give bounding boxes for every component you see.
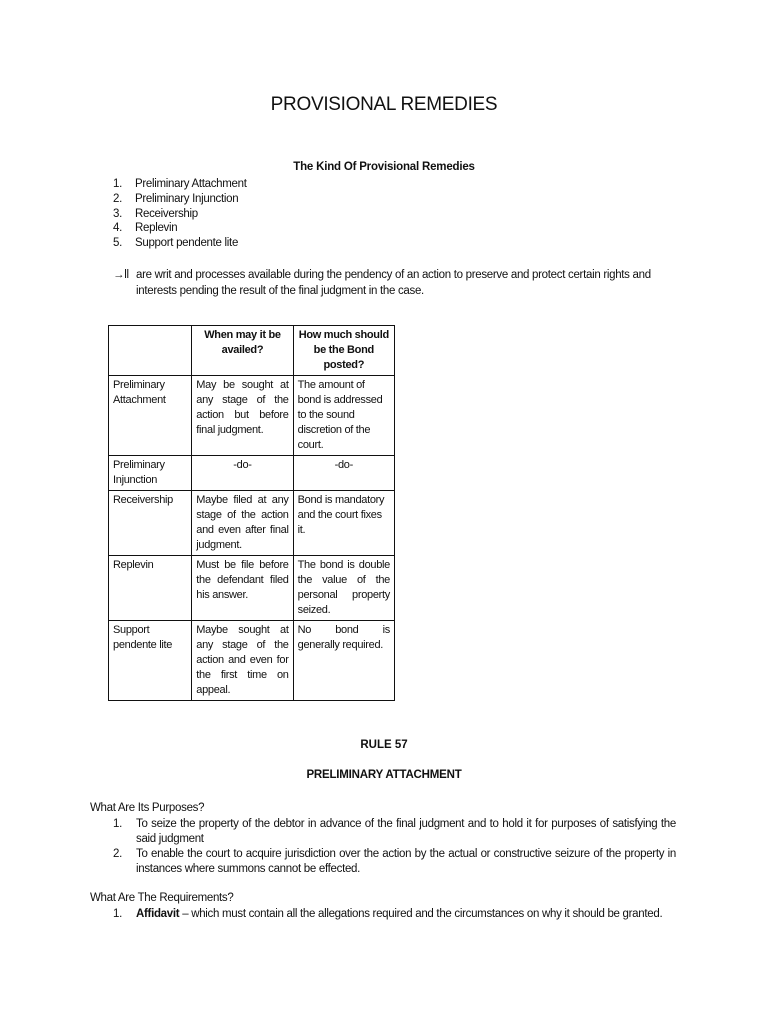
bond-cell: The amount of bond is addressed to the sound discretion of the court.: [293, 376, 394, 456]
when-cell: May be sought at any stage of the action but before final judgment.: [192, 376, 293, 456]
definition-text: are writ and processes available during the pendency of an action to preserve and protect certain rights and interests pending the result of the final judgment in the case.: [136, 269, 651, 297]
list-text: Support pendente lite: [135, 237, 239, 250]
list-text: Receivership: [135, 207, 198, 220]
table-header-when: When may it be availed?: [192, 326, 293, 376]
list-item: [113, 236, 247, 251]
list-number: 1.: [113, 908, 122, 920]
definition-note: [113, 267, 693, 299]
requirements-question: What Are The Requirements?: [90, 892, 234, 904]
table-row: [109, 556, 395, 621]
list-item: [113, 817, 676, 847]
table-header-empty: [109, 326, 192, 376]
list-number: 2.: [113, 848, 122, 860]
list-item: [113, 221, 247, 236]
table-row: [109, 621, 395, 701]
bond-cell: -do-: [293, 456, 394, 491]
remedy-cell: Replevin: [109, 556, 192, 621]
table-header-row: [109, 326, 395, 376]
purposes-question: What Are Its Purposes?: [90, 802, 205, 814]
when-cell: Maybe filed at any stage of the action and even after final judgment.: [192, 491, 293, 556]
list-number: 5.: [113, 237, 122, 250]
list-text: Preliminary Attachment: [135, 178, 247, 190]
requirement-term: Affidavit: [136, 908, 180, 920]
arrow-bullet-icon: →ll: [113, 269, 129, 281]
purposes-list: [113, 817, 676, 877]
when-cell: Must be file before the defendant filed his answer.: [192, 556, 293, 621]
remedy-cell: Receivership: [109, 491, 192, 556]
list-item: [113, 177, 247, 192]
list-item: [113, 192, 247, 207]
requirements-list: [113, 907, 676, 922]
rule-heading: RULE 57: [360, 739, 408, 751]
section-subtitle: The Kind Of Provisional Remedies: [293, 161, 475, 173]
remedy-cell: Preliminary Attachment: [109, 376, 192, 456]
list-text: To enable the court to acquire jurisdiction over the action by the actual or constructive seizure of the property in instances where summons cannot be effected.: [136, 848, 676, 875]
list-text: Preliminary Injunction: [135, 192, 239, 205]
table-row: [109, 456, 395, 491]
list-text: To seize the property of the debtor in advance of the final judgment and to hold it for purposes of satisfying the said judgment: [136, 818, 676, 845]
page-title: PROVISIONAL REMEDIES: [270, 94, 498, 115]
list-number: 3.: [113, 207, 122, 220]
list-number: 1.: [113, 818, 122, 830]
list-item: [113, 207, 247, 222]
list-item: [113, 847, 676, 877]
list-number: 2.: [113, 192, 122, 205]
list-text: [136, 907, 676, 922]
list-number: 4.: [113, 222, 122, 235]
table-row: [109, 491, 395, 556]
when-cell: Maybe sought at any stage of the action and even for the first time on appeal.: [192, 621, 293, 701]
requirement-description: – which must contain all the allegations required and the circumstances on why it should be granted.: [179, 908, 663, 920]
bond-cell: The bond is double the value of the personal property seized.: [293, 556, 394, 621]
list-text: Replevin: [135, 222, 178, 235]
table-row: [109, 376, 395, 456]
bond-cell: No bond is generally required.: [293, 621, 394, 701]
remedies-table: [108, 325, 395, 701]
bond-cell: Bond is mandatory and the court fixes it.: [293, 491, 394, 556]
list-number: 1.: [113, 178, 122, 190]
kinds-list: [113, 177, 247, 251]
section-heading: PRELIMINARY ATTACHMENT: [306, 769, 462, 781]
remedy-cell: Support pendente lite: [109, 621, 192, 701]
when-cell: -do-: [192, 456, 293, 491]
table-header-bond: How much should be the Bond posted?: [293, 326, 394, 376]
list-item: [113, 907, 676, 922]
remedy-cell: Preliminary Injunction: [109, 456, 192, 491]
